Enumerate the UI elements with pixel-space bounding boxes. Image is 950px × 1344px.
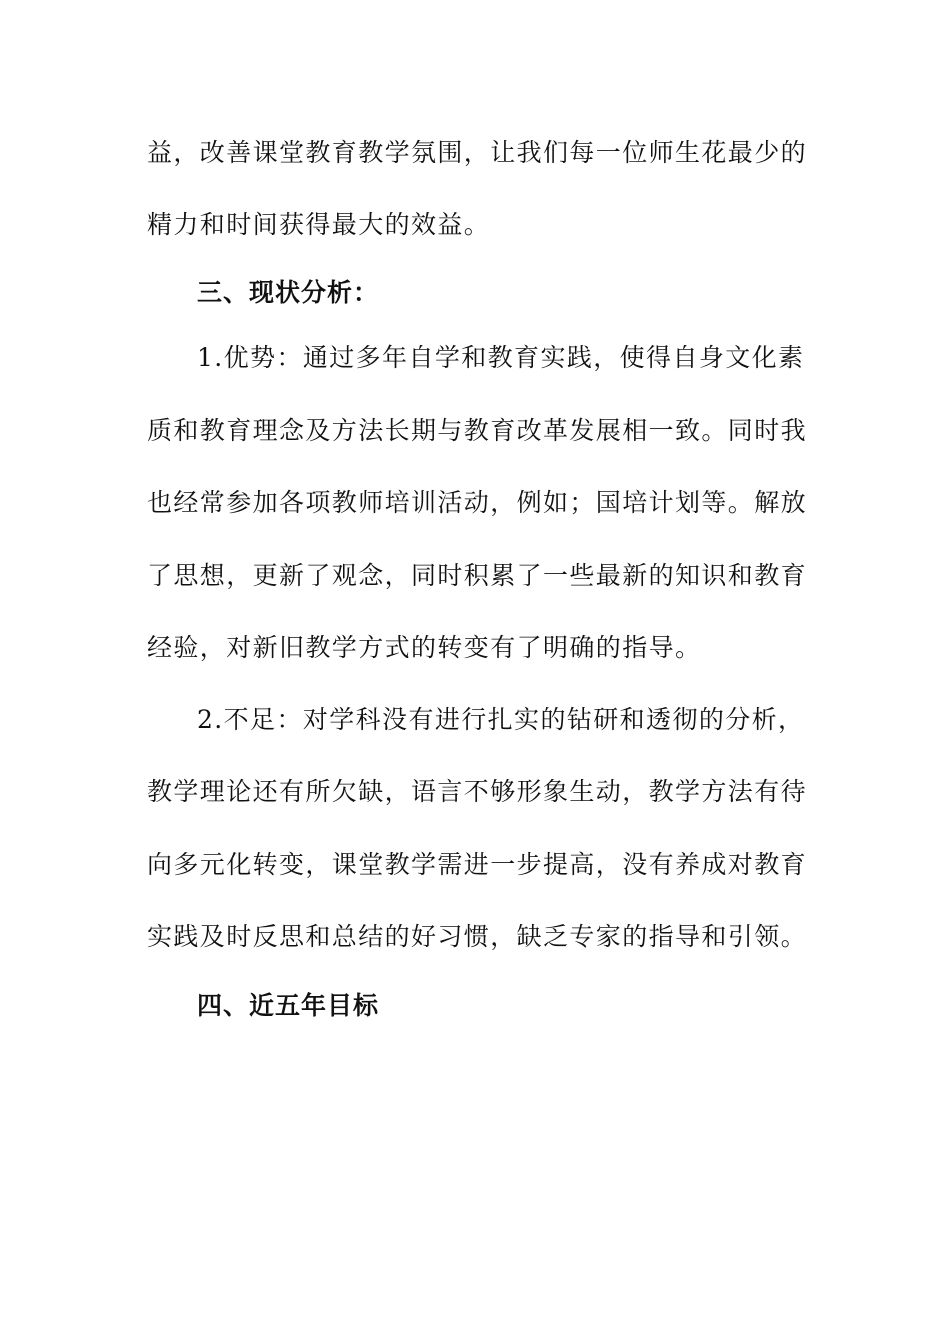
paragraph-line-12: 实践及时反思和总结的好习惯，缺乏专家的指导和引领。 <box>147 922 808 951</box>
section-heading-3: 三、现状分析： <box>197 278 380 307</box>
paragraph-line-4: 1.优势：通过多年自学和教育实践，使得自身文化素 <box>197 343 805 372</box>
paragraph-line-5: 质和教育理念及方法长期与教育改革发展相一致。同时我 <box>147 416 808 445</box>
paragraph-line-6: 也经常参加各项教师培训活动，例如；国培计划等。解放 <box>147 488 808 517</box>
paragraph-line-9: 2.不足：对学科没有进行扎实的钻研和透彻的分析， <box>197 705 805 734</box>
paragraph-line-1: 益，改善课堂教育教学氛围，让我们每一位师生花最少的 <box>147 138 808 167</box>
paragraph-line-11: 向多元化转变，课堂教学需进一步提高，没有养成对教育 <box>147 850 808 879</box>
paragraph-line-8: 经验，对新旧教学方式的转变有了明确的指导。 <box>147 633 702 662</box>
paragraph-line-7: 了思想，更新了观念，同时积累了一些最新的知识和教育 <box>147 561 808 590</box>
paragraph-line-2: 精力和时间获得最大的效益。 <box>147 210 491 239</box>
paragraph-line-10: 教学理论还有所欠缺，语言不够形象生动，教学方法有待 <box>147 777 808 806</box>
section-heading-4: 四、近五年目标 <box>197 991 380 1020</box>
